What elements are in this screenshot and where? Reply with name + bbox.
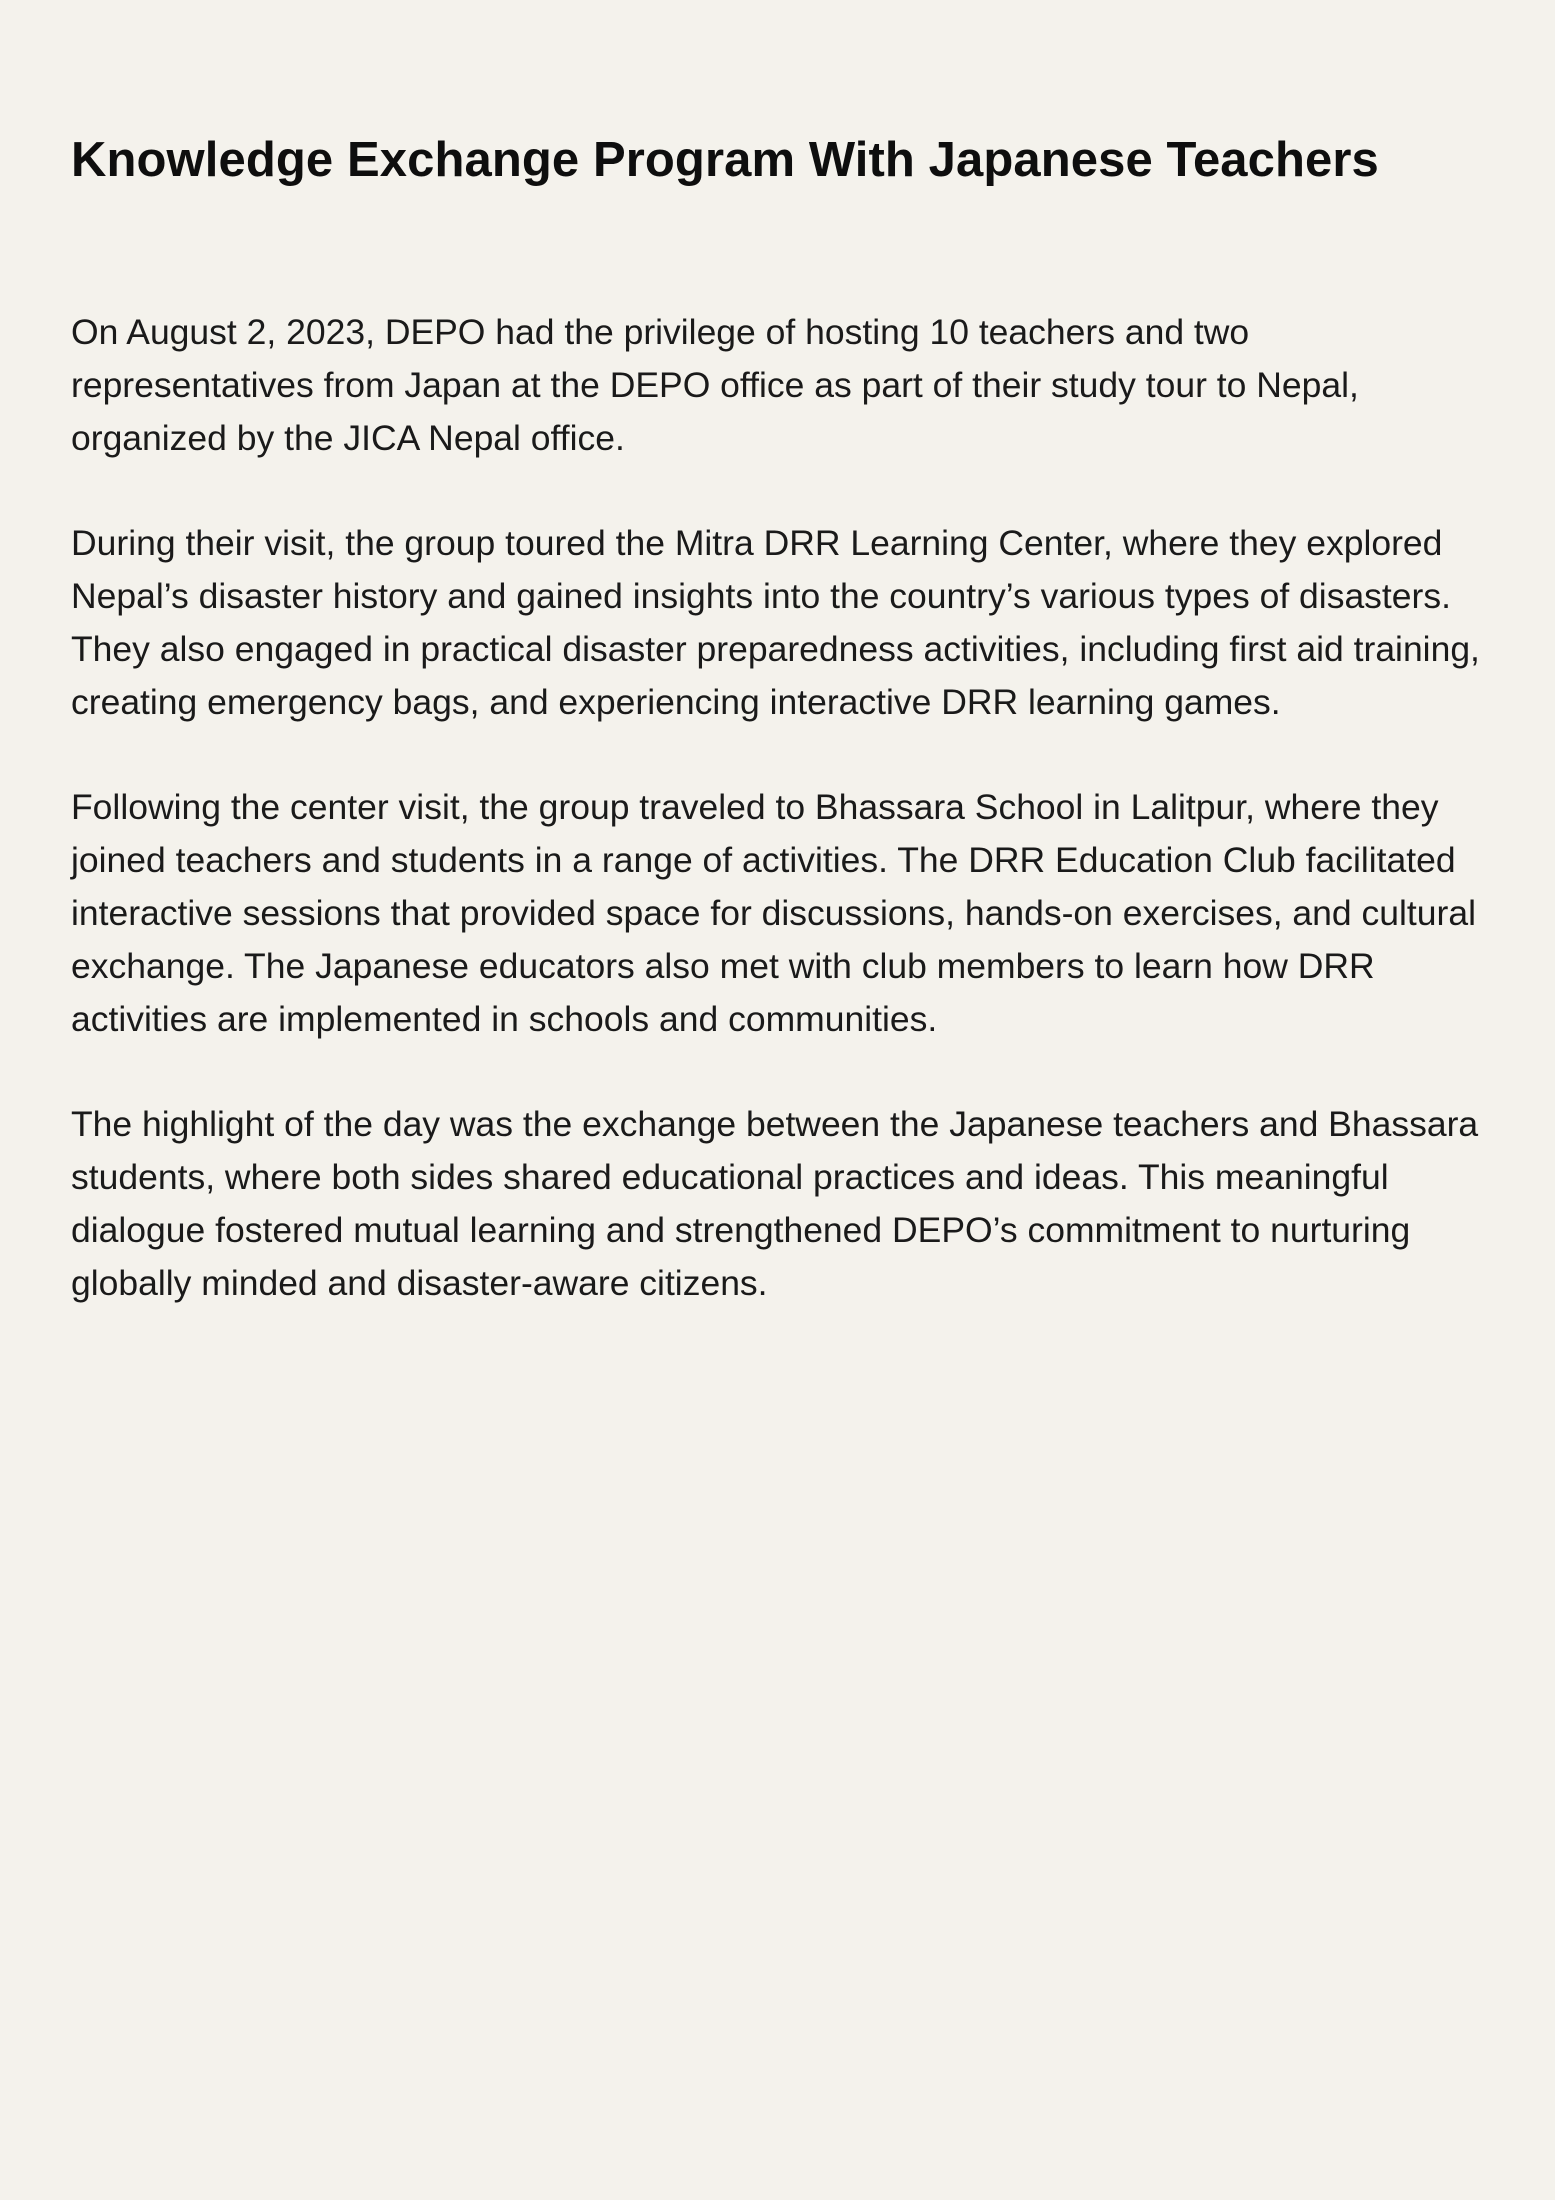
paragraph-1: On August 2, 2023, DEPO had the privilege of hosting 10 teachers and two representatives from Japan at the DEPO office as part of their study tour to Nepal, organized by the JICA Nepal office. [71,312,1359,458]
paragraph-3: Following the center visit, the group traveled to Bhassara School in Lalitpur, where they joined teachers and students in a range of activities. The DRR Education Club facilitated interactive sessions that provided space for discussions, hands-on exercises, and cultural exchange. The Japanese educators also met with club members to learn how DRR activities are implemented in schools and communities. [71,787,1476,1039]
article-body [71,306,1495,1310]
page-title: Knowledge Exchange Program With Japanese Teachers [71,133,1379,187]
paragraph-4: The highlight of the day was the exchange between the Japanese teachers and Bhassara students, where both sides shared educational practices and ideas. This meaningful dialogue fostered mutual learning and strengthened DEPO’s commitment to nurturing globally minded and disaster-aware citizens. [71,1104,1479,1303]
paragraph-2: During their visit, the group toured the Mitra DRR Learning Center, where they explored Nepal’s disaster history and gained insights into the country’s various types of disasters. They also engaged in practical disaster preparedness activities, including first aid training, creating emergency bags, and experiencing interactive DRR learning games. [71,523,1480,722]
